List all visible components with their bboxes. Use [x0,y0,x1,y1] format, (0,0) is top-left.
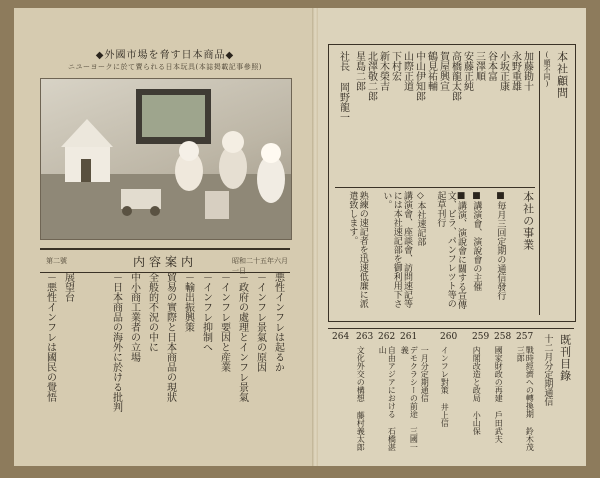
staff-15: 星島二郎 [353,51,365,91]
issue-item-7: 自由アジアにおける 石橋湛山 [378,346,397,451]
issue-item-1: 戰時經濟への轉換期 鈴木茂三郎 [516,346,535,451]
contents-guide-box [40,248,290,273]
list-top-rule [328,328,574,329]
staff-1: 加藤勘十 [521,51,533,91]
staff-12: 下村宏 [389,51,401,81]
right-page [318,8,586,466]
staff-4: 谷本富 [485,51,497,81]
photo-caption: ◆外國市場を脅す日本商品◆ [95,50,235,61]
staff-14: 北澤敬二郎 [365,51,377,101]
column-3: －政府の處理とインフレ景氣 [236,272,248,402]
issue-number-5: 261 [400,332,418,342]
business-title: 本社の事業 [521,191,535,251]
column-9: 中小商工業者の立場 [128,272,140,362]
staff-11: 山際正道 [401,51,413,91]
staff-separator [539,51,540,315]
issue-item-6: デモクラシーの前途 三國一義 [400,346,419,451]
column-11: 展望台 [62,272,74,302]
staff-10: 中山伊知郎 [413,51,425,101]
president: 社長 岡野龍一 [337,51,349,122]
column-8: 全般的不況の中に [146,272,158,352]
issue-item-2: 國家財政の再建 戶田武夫 [494,346,504,443]
staff-list [335,51,535,185]
staff-2: 永野重雄 [509,51,521,91]
issue-number-2: 258 [494,332,512,342]
issue-number-4: 260 [440,332,458,342]
column-6: －輸出振興策 [182,272,194,332]
list-sub: 十二月分定期通信 [542,334,553,406]
staff-6: 安藤正純 [461,51,473,91]
issue-number-6: 262 [378,332,396,342]
staff-note: (順不同) [543,51,552,88]
issue-number-3: 259 [472,332,490,342]
staff-frame [328,44,576,322]
business-4: ◇本社速記部 [415,191,426,246]
staff-8: 賀屋興宣 [437,51,449,91]
photo-subcaption: ニユーヨークに於て賣られる日本玩具(本誌掲載記事參照) [68,63,262,71]
business-2: ■講演會、演說會の主催 [471,191,482,291]
column-2: －インフレ景氣の原因 [254,272,266,372]
staff-9: 鶴見祐輔 [425,51,437,91]
business-block [335,191,535,315]
guide-issue-left: 第二號 [46,257,67,265]
middle-separator [335,187,535,188]
business-1: ■毎月三回定期の通信發行 [495,191,506,300]
issue-item-3: 内閣改造と政局 小山保 [472,346,482,435]
contents-guide-title: 内容案内 [132,255,197,269]
column-1: 悪性インフレは起るか [272,272,284,372]
business-3: ■講演、演說會に關する宣傳文、ビラ、パンフレツト等の起草刊行 [435,191,467,309]
issue-number-7: 263 [356,332,374,342]
column-10: －日本商品の海外に於ける批判 [110,272,122,412]
issue-item-4: インフレ對策 井上信 [440,346,450,427]
toys-photo [40,78,292,240]
business-6: 熟練の速記者を迅速低廉に派遣致します。 [347,191,368,308]
column-4: －インフレ要因と産業 [218,272,230,372]
column-12: －悪性インフレは國民の覺悟 [44,272,56,402]
toys-photo-illustration [41,79,291,239]
staff-13: 新木榮吉 [377,51,389,91]
staff-7: 高橋龍太郎 [449,51,461,101]
guide-date-right: 昭和二十五年六月一日 [232,257,288,275]
book-spread [14,8,586,466]
left-page [14,8,314,466]
issue-item-5: 一月分定期通信 [420,346,430,402]
issue-item-8: 文化外交の構想 藤村義太郎 [356,346,366,451]
back-issues [328,328,574,458]
left-columns [40,272,290,458]
issue-number-8: 264 [332,332,350,342]
column-5: －インフレ抑制へ [200,272,212,352]
list-title: 既刊目錄 [558,334,572,382]
column-7: 貿易の實際と日本商品の現狀 [164,272,176,402]
staff-5: 三澤順 [473,51,485,81]
business-5: 講演會、座談會、訪問速記等には本社速記部を御利用下さい。 [381,191,413,308]
staff-title: 本社顧問 [555,51,569,99]
issue-number-1: 257 [516,332,534,342]
staff-3: 小坂正康 [497,51,509,91]
